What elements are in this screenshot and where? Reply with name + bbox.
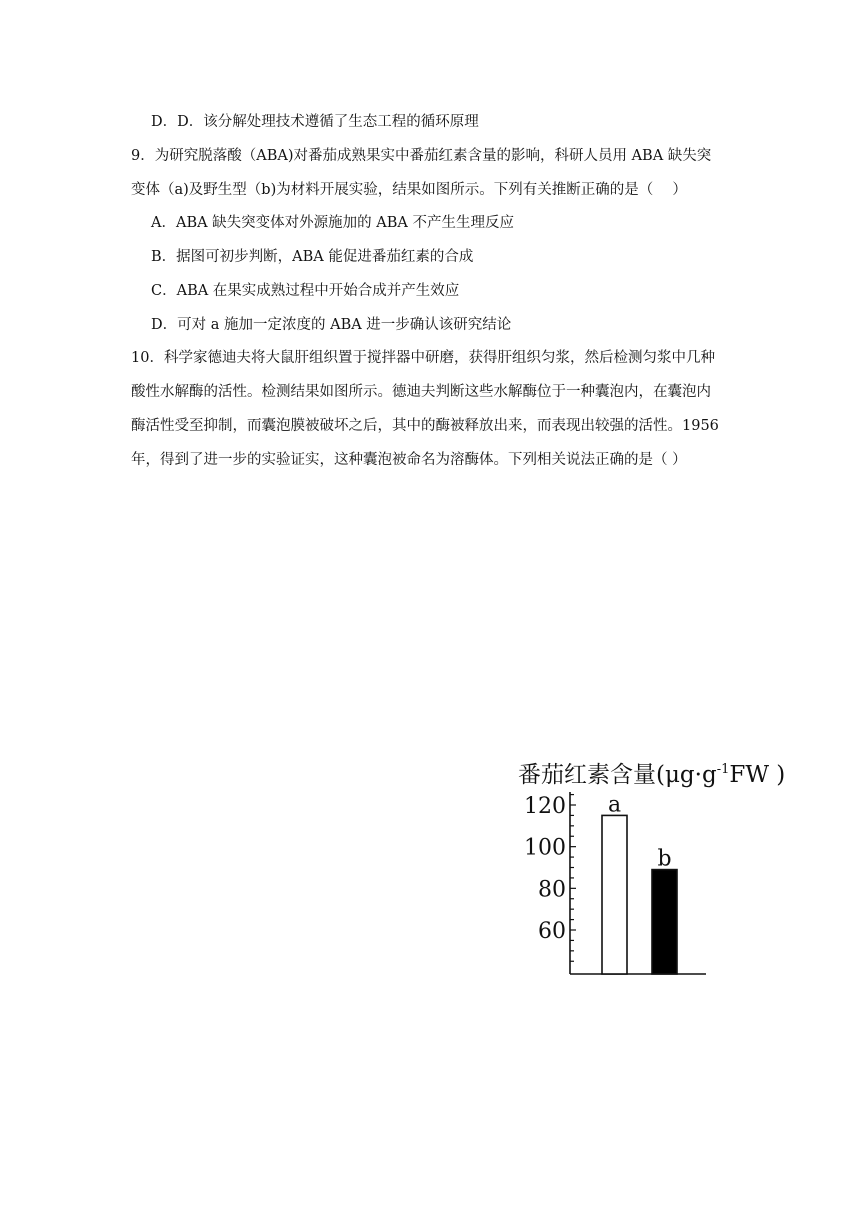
lycopene-bar-chart — [500, 752, 810, 992]
question-9-stem-line1: 9．为研究脱落酸（ABA)对番茄成熟果实中番茄红素含量的影响，科研人员用 ABA 缺失突 — [131, 148, 712, 164]
question-10-stem-line4: 年，得到了进一步的实验证实，这种囊泡被命名为溶酶体。下列相关说法正确的是（ ） — [131, 452, 687, 468]
option-b-q9: B．据图可初步判断，ABA 能促进番茄红素的合成 — [151, 249, 474, 265]
y-tick-label: 100 — [524, 835, 566, 861]
option-a-q9: A．ABA 缺失突变体对外源施加的 ABA 不产生生理反应 — [151, 215, 514, 231]
bar-b — [652, 870, 677, 974]
y-tick-label: 60 — [538, 919, 566, 944]
y-tick-label: 80 — [538, 877, 566, 903]
option-d-q8: D．D．该分解处理技术遵循了生态工程的循环原理 — [151, 114, 479, 130]
option-c-q9: C．ABA 在果实成熟过程中开始合成并产生效应 — [151, 283, 460, 299]
chart-bars — [602, 792, 677, 974]
question-10-stem-line1: 10．科学家德迪夫将大鼠肝组织置于搅拌器中研磨，获得肝组织匀浆，然后检测匀浆中几种 — [131, 350, 715, 366]
y-tick-label: 120 — [524, 794, 566, 819]
chart-y-ticks — [524, 794, 576, 961]
question-9-stem-line2: 变体（a)及野生型（b)为材料开展实验，结果如图所示。下列有关推断正确的是（ ） — [131, 182, 687, 198]
option-d-q9: D．可对 a 施加一定浓度的 ABA 进一步确认该研究结论 — [151, 317, 512, 333]
chart-title: 番茄红素含量($\mu g\cdot g^{-1}FW$ ) — [518, 762, 786, 788]
bar-a — [602, 815, 627, 974]
question-10-stem-line2: 酸性水解酶的活性。检测结果如图所示。德迪夫判断这些水解酶位于一种囊泡内，在囊泡内 — [131, 384, 711, 400]
bar-label-b: b — [657, 846, 672, 872]
chart-axes — [570, 792, 706, 974]
question-10-stem-line3: 酶活性受至抑制，而囊泡膜被破坏之后，其中的酶被释放出来，而表现出较强的活性。1956 — [131, 418, 719, 434]
bar-label-a: a — [607, 792, 622, 818]
